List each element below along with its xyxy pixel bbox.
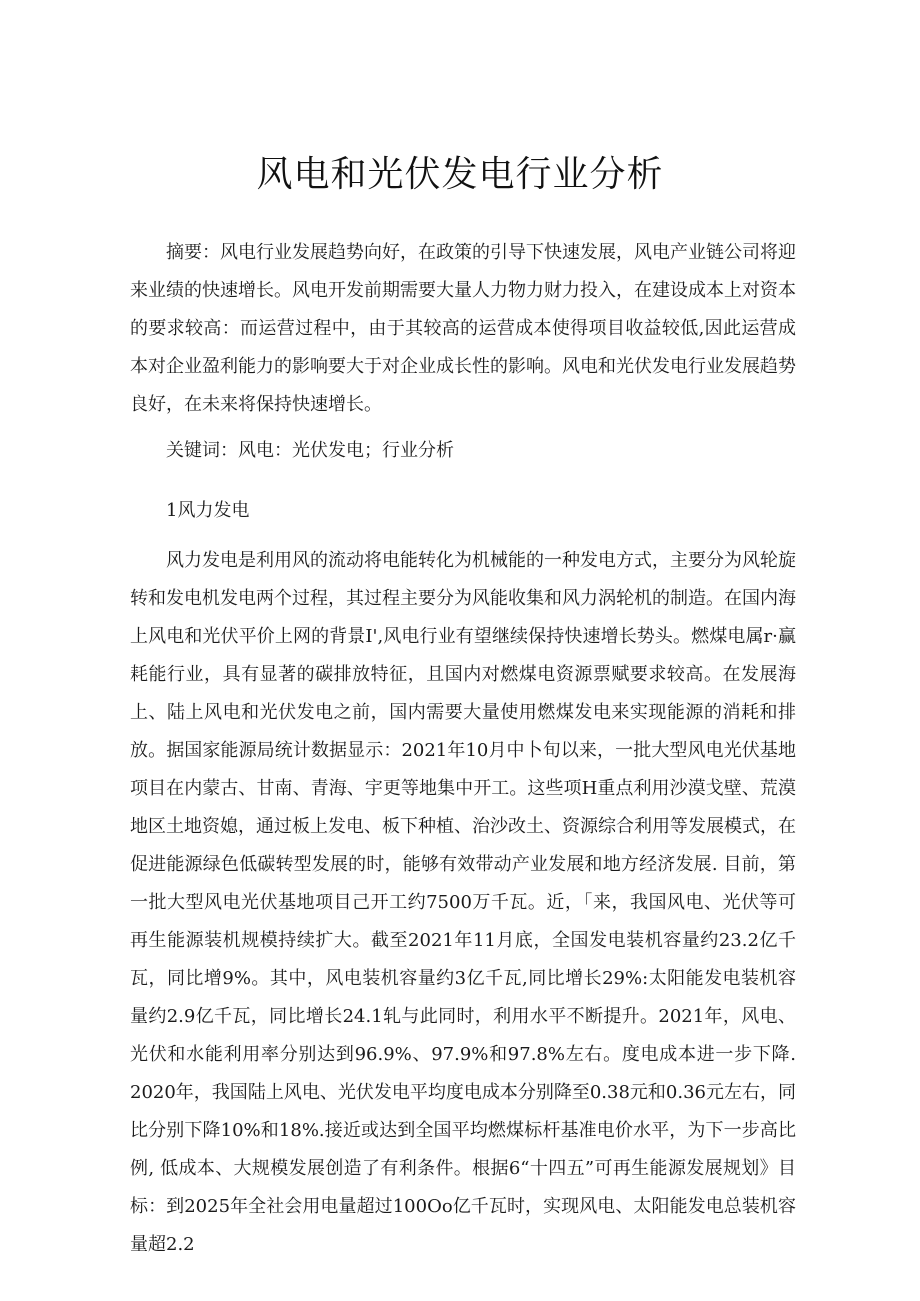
section-heading: 1风力发电 <box>166 500 250 521</box>
keywords-line: 关键词：风电：光伏发电；行业分析 <box>166 440 454 461</box>
abstract-paragraph: 摘要：风电行业发展趋势向好，在政策的引导下快速发展，风电产业链公司将迎来业绩的快速增长。风电开发前期需要大量人力物力财力投入，在建设成本上对资本的要求较高：而运营过程中，由于其较高的运营成本使得项目收益较低,因此运营成本对企业盈利能力的影响要大于对企业成长性的影响。风电和光伏发电行业发展趋势良好，在未来将保持快速增长。 <box>130 242 796 415</box>
body-paragraph: 风力发电是利用风的流动将电能转化为机械能的一种发电方式，主要分为风轮旋转和发电机发电两个过程，其过程主要分为风能收集和风力涡轮机的制造。在国内海上风电和光伏平价上网的背景I',风电行业有望继续保持快速增长势头。燃煤电属r·赢耗能行业，具有显著的碳排放特征，且国内对燃煤电资源票赋要求较高。在发展海上、陆上风电和光伏发电之前，国内需要大量使用燃煤发电来实现能源的消耗和排放。据国家能源局统计数据显示：2021年10月中卜旬以来，一批大型风电光伏基地项目在内蒙古、甘南、青海、宇更等地集中开工。这些项H重点利用沙漠戈壁、荒漠地区土地资媳，通过板上发电、板下种植、治沙改土、资源综合利用等发展模式，在促进能源绿色低碳转型发展的时，能够有效带动产业发展和地方经济发展. 目前，第一批大型风电光伏基地项目己开工约7500万千瓦。近，「来，我国风电、光伏等可再生能源装机规模持续扩大。截至2021年11月底，全国发电装机容量约23.2亿千瓦，同比增9%。其中，风电装机容量约3亿千瓦,同比增长29%:太阳能发电装机容量约2.9亿千瓦，同比增长24.1轧与此同时，利用水平不断提升。2021年，风电、光伏和水能利用率分别达到96.9%、97.9%和97.8%左右。度电成本进一步下降. 2020年，我国陆上风电、光伏发电平均度电成本分别降至0.38元和0.36元左右，同比分别下降10%和18%.接近或达到全国平均燃煤标杆基准电价水平，为下一步高比例, 低成本、大规模发展创造了有利条件。根据6“十四五”可再生能源发展规划》目标：到2025年全社会用电量超过100Oo亿千瓦时，实现风电、太阳能发电总装机容量超2.2 <box>130 550 796 1255</box>
page-title: 风电和光伏发电行业分析 <box>256 154 664 195</box>
